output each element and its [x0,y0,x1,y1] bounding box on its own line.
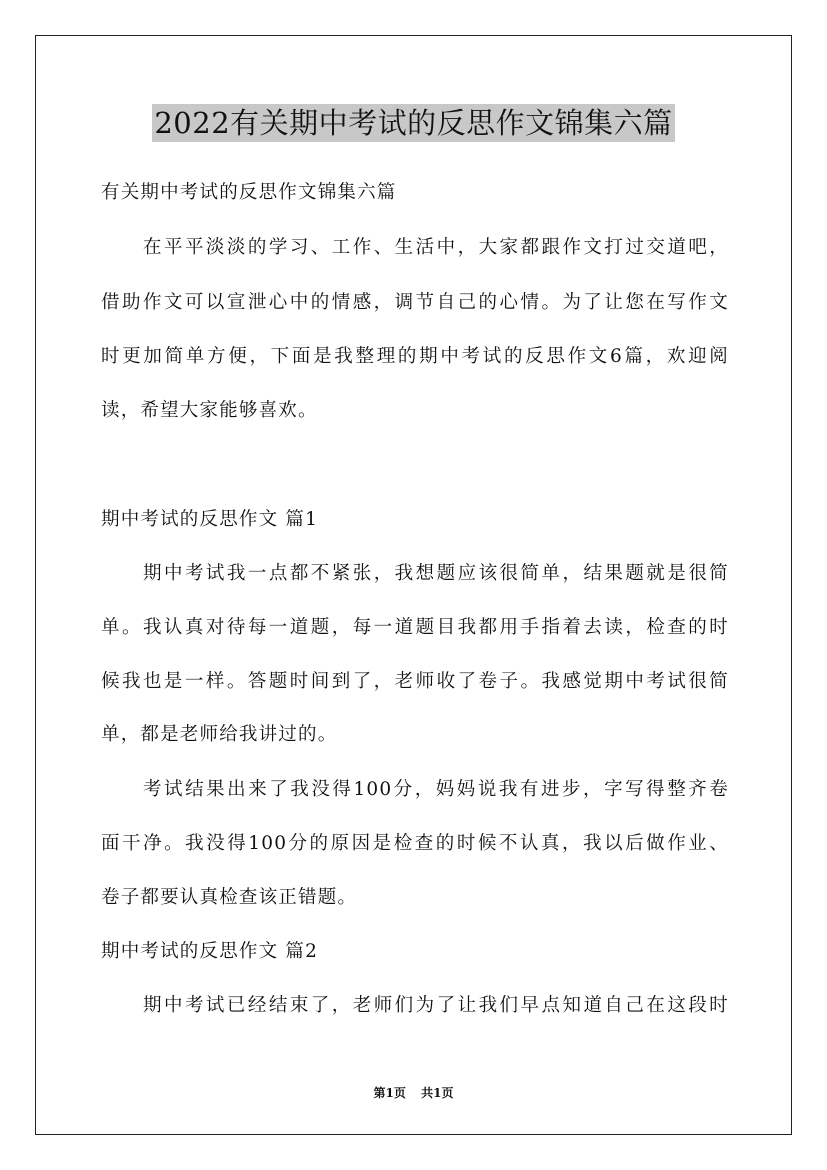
intro-line: 读，希望大家能够喜欢。 [101,400,318,421]
section-heading: 期中考试的反思作文 篇2 [101,941,319,962]
page-total: 共1页 [421,1086,454,1100]
page-footer [0,1085,827,1101]
title-container [0,104,827,142]
paragraph-line: 卷子都要认真检查该正错题。 [101,887,358,908]
intro-line: 时更加简单方便，下面是我整理的期中考试的反思作文6篇，欢迎阅 [101,346,729,367]
document-subtitle: 有关期中考试的反思作文锦集六篇 [101,182,397,203]
intro-line: 借助作文可以宣泄心中的情感，调节自己的心情。为了让您在写作文 [101,292,729,313]
intro-line: 在平平淡淡的学习、工作、生活中，大家都跟作文打过交道吧， [143,237,729,258]
paragraph-line: 单，都是老师给我讲过的。 [101,724,338,745]
paragraph-line: 候我也是一样。答题时间到了，老师收了卷子。我感觉期中考试很简 [101,671,729,692]
section-heading: 期中考试的反思作文 篇1 [101,509,319,530]
document-title: 2022有关期中考试的反思作文锦集六篇 [154,106,673,140]
paragraph-line: 单。我认真对待每一道题，每一道题目我都用手指着去读，检查的时 [101,617,729,638]
paragraph-line: 期中考试已经结束了，老师们为了让我们早点知道自己在这段时 [143,995,729,1016]
paragraph-line: 考试结果出来了我没得100分，妈妈说我有进步，字写得整齐卷 [143,779,729,800]
paragraph-line: 期中考试我一点都不紧张，我想题应该很简单，结果题就是很简 [143,563,729,584]
page-number: 第1页 [373,1086,406,1100]
paragraph-line: 面干净。我没得100分的原因是检查的时候不认真，我以后做作业、 [101,833,729,854]
